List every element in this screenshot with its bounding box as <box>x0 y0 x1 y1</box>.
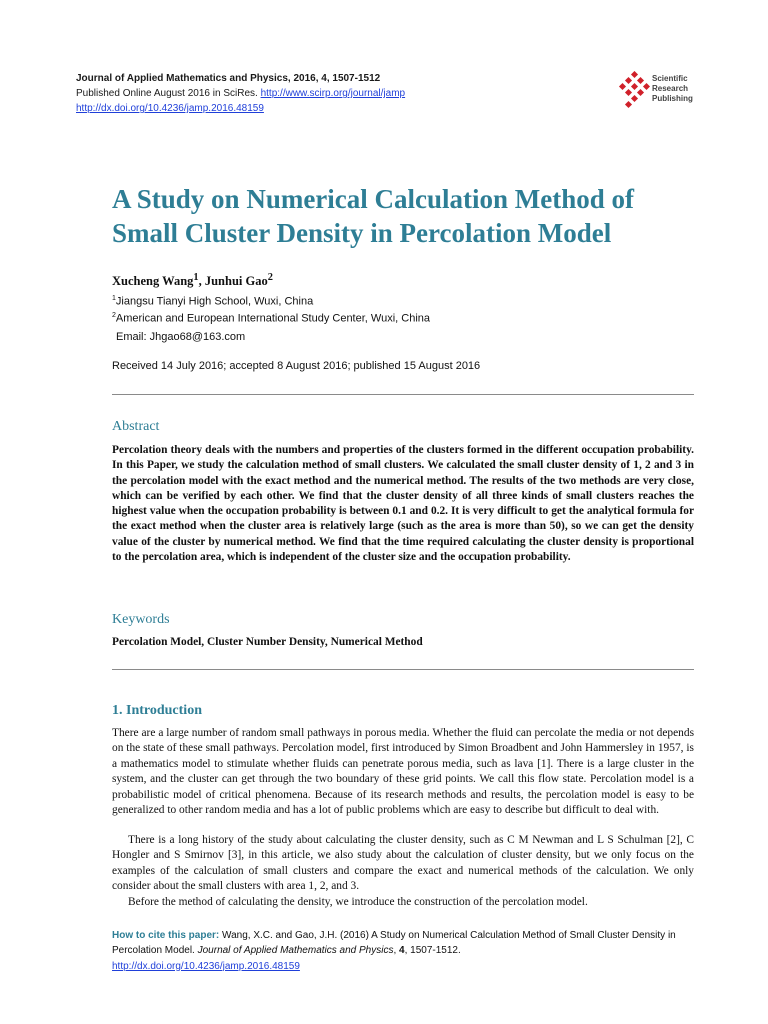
affiliation-2-sup: 2 <box>112 312 116 319</box>
cite-text-2: , <box>393 945 400 957</box>
abstract-text: Percolation theory deals with the numbers and properties of the clusters formed in the different occupation probability. In this Paper, we study the calculation method of small clusters. We calculated the small cluster density of 1, 2 and 3 in the percolation model with the exact method and the numerical method. The results of the two methods are very close, which can be verified by each other. We find that the cluster density of all three kinds of small clusters reaches the highest value when the occupation probability is between 0.1 and 0.2. It is very difficult to get the analytical formula for the exact method when the cluster area is relatively large (such as the area is more than 50), so we can get the density value of the cluster by numerical method. We find that the time required calculating the cluster density is proportional to the percolation area, which is independent of the cluster size and the occupation probability. <box>112 444 694 564</box>
email-line: Email: Jhgao68@163.com <box>116 331 246 343</box>
how-to-cite <box>112 928 702 974</box>
intro-paragraph-2: There is a long history of the study about calculating the cluster density, such as C M Newman and L S Schulman [2], C Hongler and S Smirnov [3], in this article, we also study about the calculation of cluster density, but we only focus on the examples of the calculation of small clusters and compare the exact and numerical methods of the calculation. We only consider about the small clusters with area 1, 2, and 3. <box>112 834 694 893</box>
author-list <box>112 272 273 289</box>
journal-citation-line: Journal of Applied Mathematics and Physics, 2016, 4, 1507-1512 <box>76 73 381 84</box>
cite-volume: 4 <box>399 945 405 957</box>
publisher-name-line3: Publishing <box>652 94 693 103</box>
intro-paragraph-1: There are a large number of random small pathways in porous media. Whether the fluid can percolate the media or not depends on the state of these small pathways. Percolation model, first introduced by Simon Broadbent and John Hammersley in 1957, is a mathematics model to stimulate whether fluids can penetrate porous media, such as lava [1]. There is a large cluster in the system, and the cluster can get through the two boundary of these grid points. We call this flow state. Percolation model is a probabilistic model of critical phenomena. Because of its research methods and results, the percolation model is easy to be generalized to other random media and has a lot of public problems which are easy to describe but difficult to deal with. <box>112 727 694 817</box>
intro-paragraph-3: Before the method of calculating the density, we introduce the construction of the percolation model. <box>128 896 588 908</box>
publisher-name <box>652 74 693 104</box>
journal-header <box>76 71 405 116</box>
keywords-heading: Keywords <box>112 612 170 627</box>
affiliation-2 <box>112 312 430 325</box>
affiliation-1-text: Jiangsu Tianyi High School, Wuxi, China <box>115 295 314 308</box>
paper-title <box>112 182 712 250</box>
dates-line: Received 14 July 2016; accepted 8 August 2016; published 15 August 2016 <box>112 360 481 372</box>
journal-published-line <box>76 86 405 101</box>
cite-journal: Journal of Applied Mathematics and Physics <box>197 945 394 957</box>
author-2-sup: 2 <box>267 272 273 283</box>
scirp-logo-icon <box>618 71 650 111</box>
abstract-heading: Abstract <box>112 419 160 434</box>
publisher-name-line1: Scientific <box>652 74 688 83</box>
divider-top <box>112 394 694 395</box>
journal-url-link[interactable]: http://www.scirp.org/journal/jamp <box>260 88 406 99</box>
published-online-text: Published Online August 2016 in SciRes. <box>76 88 258 99</box>
paper-title-line2: Small Cluster Density in Percolation Model <box>112 218 612 248</box>
affiliation-2-text: American and European International Study Center, Wuxi, China <box>115 312 430 325</box>
author-1-sup: 1 <box>193 272 199 283</box>
paper-title-line1: A Study on Numerical Calculation Method of <box>112 184 635 214</box>
keywords-text: Percolation Model, Cluster Number Density, Numerical Method <box>112 636 423 648</box>
cite-text-3: , 1507-1512. <box>404 945 461 957</box>
affiliation-1-sup: 1 <box>112 295 116 302</box>
publisher-name-line2: Research <box>652 84 689 93</box>
author-1: Xucheng Wang <box>112 274 194 289</box>
header-doi-link[interactable]: http://dx.doi.org/10.4236/jamp.2016.48159 <box>76 103 264 114</box>
divider-bottom <box>112 669 694 670</box>
publisher-logo <box>618 71 708 111</box>
cite-text-1: Wang, X.C. and Gao, J.H. (2016) A Study on Numerical Calculation Method of Small Cluster Density in Percolation Model. <box>112 930 676 957</box>
author-separator: , <box>198 274 205 289</box>
author-2: Junhui Gao <box>204 274 268 289</box>
introduction-heading: 1. Introduction <box>112 703 202 718</box>
cite-label: How to cite this paper: <box>112 930 220 941</box>
cite-doi-link[interactable]: http://dx.doi.org/10.4236/jamp.2016.48159 <box>112 960 300 972</box>
affiliation-1 <box>112 295 313 308</box>
